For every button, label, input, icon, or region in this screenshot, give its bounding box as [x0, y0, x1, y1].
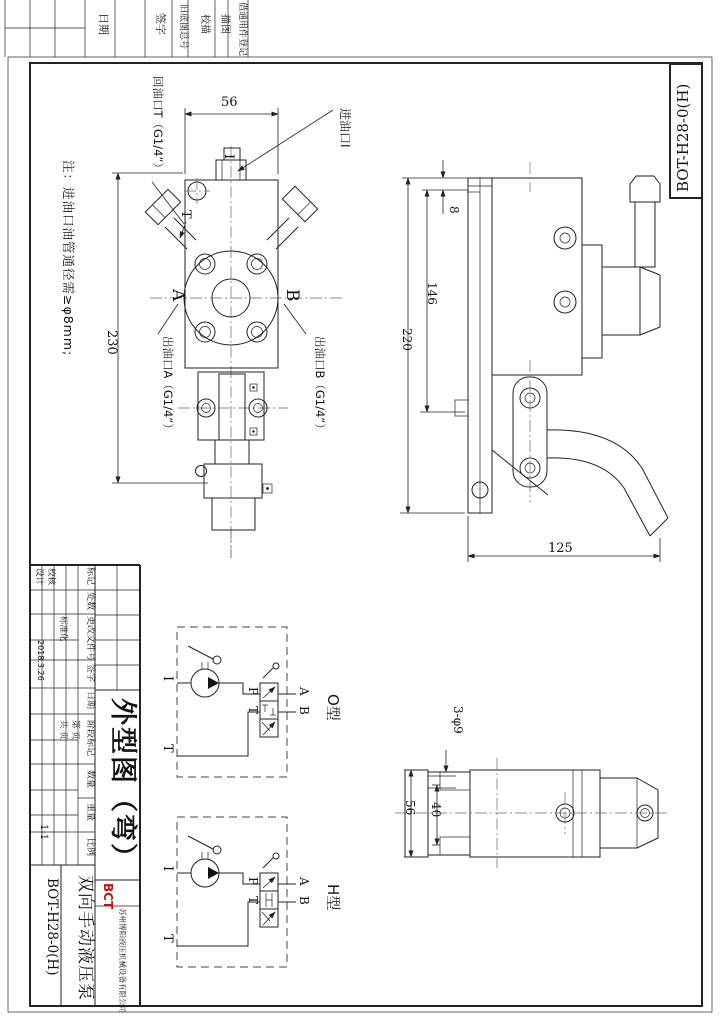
tb-rev-change-doc: 更改文件号 [85, 616, 95, 662]
schematic-h-port-b: B [297, 896, 311, 905]
tb-scale-value: 1:1 [38, 824, 49, 841]
tb-product: 双向手动液压泵 [75, 875, 95, 1001]
strip-label-check-trace: 校描 [199, 14, 210, 34]
front-view [112, 108, 344, 560]
front-marker-t: T [178, 210, 193, 219]
schematic-o-port-p: P [246, 687, 260, 696]
tb-rev-count: 处数 [85, 592, 95, 611]
tb-scale-label: 比例 [85, 838, 95, 857]
tb-sheet-total: 共 页 [58, 720, 68, 740]
front-marker-i: I [221, 154, 236, 160]
tb-sheet-no: 第 页 [70, 720, 80, 740]
tb-rev-date: 日期 [85, 691, 95, 710]
topview-dim-40: 40 [429, 802, 443, 818]
tb-logo: BCT [101, 883, 115, 910]
tb-rev-sign: 签字 [85, 664, 95, 683]
tb-design-label: 设计 [34, 568, 44, 586]
tb-check-label: 校核 [46, 568, 56, 586]
schematic-h-name: H型 [324, 884, 342, 911]
schematic-o-port-b: B [297, 706, 311, 715]
strip-label-sign: 签字 [154, 13, 167, 35]
schematic-o [177, 627, 296, 777]
front-marker-b: B [282, 289, 302, 302]
strip-label-old-no: 旧底图总号 [178, 4, 188, 50]
schematic-h-port-t2: T [246, 896, 260, 905]
schematic-h-port-t: T [160, 934, 175, 943]
schematic-o-port-t: T [160, 744, 175, 753]
front-label-inlet-port: 进油口I [338, 108, 352, 148]
side-dim-146: 146 [425, 282, 439, 305]
schematic-o-port-i: I [160, 676, 175, 682]
front-label-outlet-a: 出油口A（G1/4”） [161, 336, 175, 435]
tb-title: 外型图（弯） [107, 698, 138, 872]
side-dim-125: 125 [548, 541, 573, 556]
tb-weight-label: 重量 [85, 803, 95, 822]
topview-dim-56: 56 [403, 800, 417, 816]
side-dim-8: 8 [447, 206, 461, 214]
strip-label-borrow-reg: 借通用件登记 [237, 2, 247, 57]
tb-drawing-no: BOT-H28-0(H) [44, 878, 60, 976]
schematic-h-port-a: A [297, 877, 311, 886]
schematic-o-port-a: A [297, 687, 311, 696]
tb-stage-label: 阶段标记 [85, 720, 95, 757]
strip-label-trace: 描图 [219, 14, 230, 34]
front-label-return-port: 回油口T（G1/4”） [151, 76, 165, 174]
front-dim-230: 230 [104, 330, 119, 355]
note-text: 注：进油口油管通径需≥φ8mm; [61, 160, 76, 357]
corner-drawing-no: BOT-H28-0(H) [674, 83, 692, 192]
tb-qty-label: 数量 [85, 770, 95, 789]
tb-rev-mark: 标记 [85, 567, 95, 586]
schematic-o-name: O型 [324, 694, 342, 721]
schematic-h-port-i: I [160, 866, 175, 872]
topview-dim-holes: 3-φ9 [451, 706, 465, 734]
side-dim-220: 220 [400, 328, 414, 351]
strip-label-date: 日期 [97, 13, 110, 35]
front-dim-56: 56 [221, 95, 238, 110]
schematic-h-port-p: P [246, 877, 260, 886]
tb-date-value: 2018.3.26 [36, 640, 45, 681]
schematic-h [177, 817, 296, 967]
tb-company: 苏州博阳液压机械设备有限公司 [118, 908, 127, 1013]
front-label-outlet-b: 出油口B（G1/4”） [313, 336, 327, 435]
side-view [400, 160, 668, 562]
schematic-o-port-t2: T [246, 706, 260, 715]
tb-standardize-label: 标准化 [58, 616, 68, 642]
front-marker-a: A [168, 289, 188, 302]
